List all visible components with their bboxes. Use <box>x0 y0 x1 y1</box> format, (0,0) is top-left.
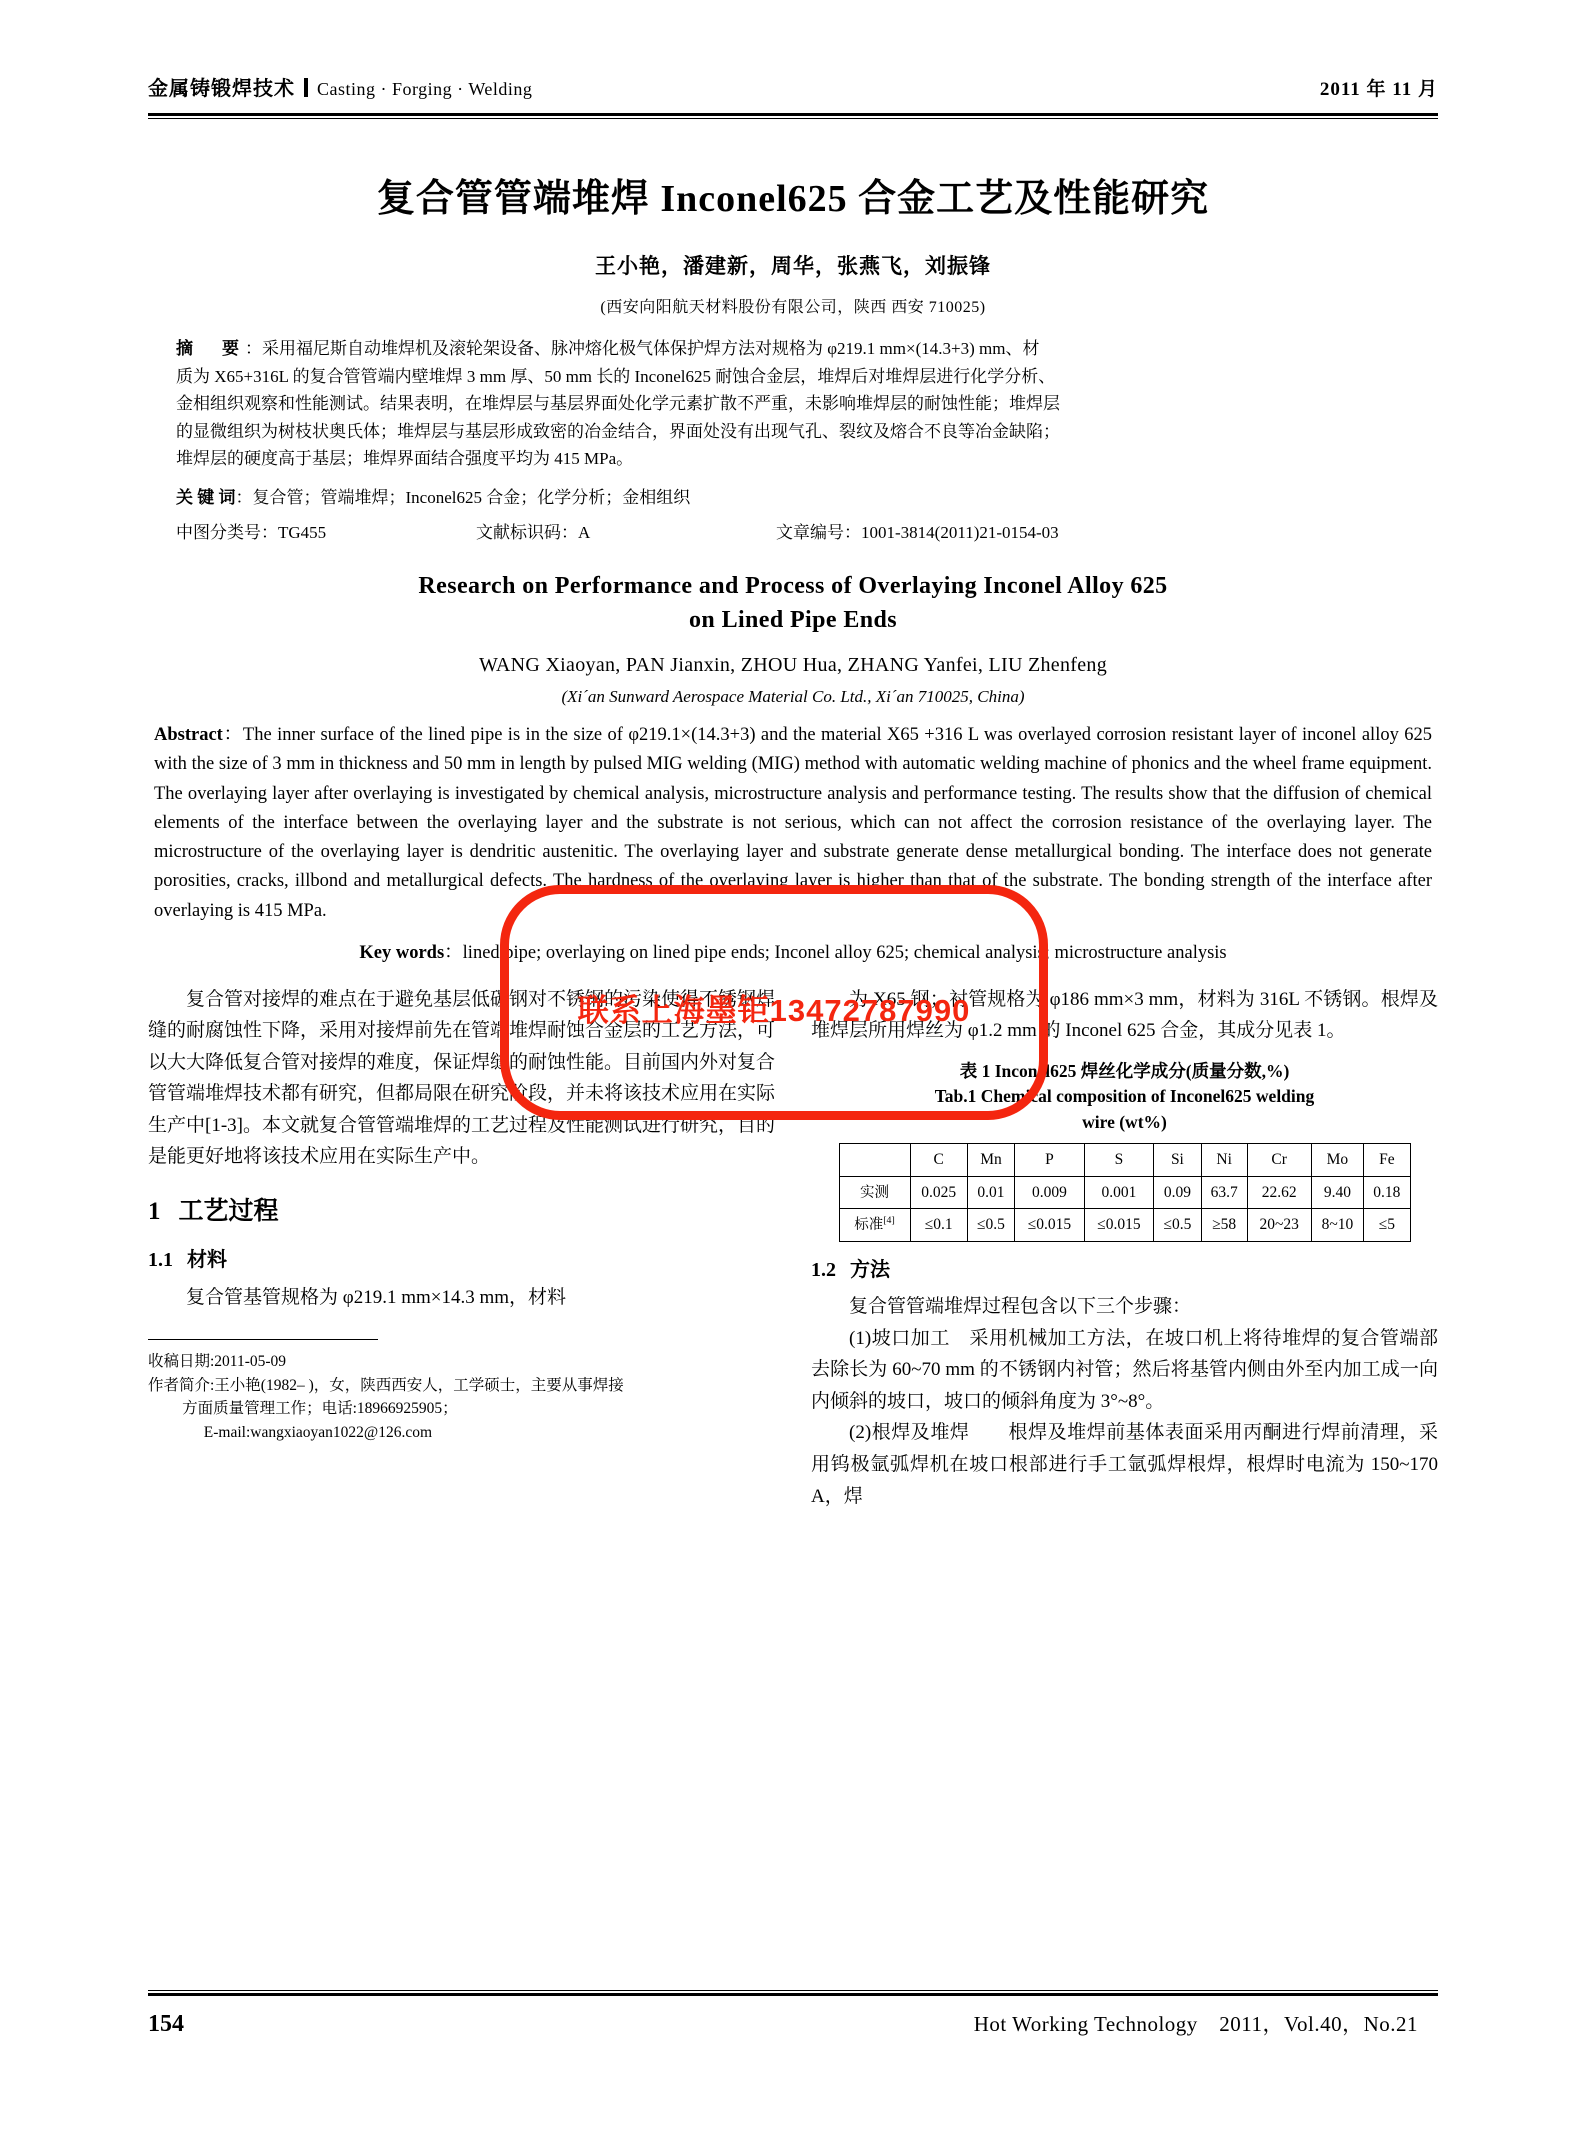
table-row-1-head-text: 标准 <box>854 1217 884 1234</box>
keywords-en-text: ：lined pipe; overlaying on lined pipe ends; Inconel alloy 625; chemical analysis; microstructure analysis <box>444 942 1227 963</box>
journal-name-cn: 金属铸锻焊技术 <box>148 78 295 100</box>
article-id: 文章编号：1001-3814(2011)21-0154-03 <box>776 522 1059 542</box>
table-row-1-head-sup: [4] <box>883 1215 895 1227</box>
keywords-en <box>148 938 1438 964</box>
footer-row <box>148 2008 1438 2038</box>
table-row <box>839 1176 1410 1209</box>
table-col-head-7: Cr <box>1247 1143 1311 1176</box>
body-column-left <box>148 984 775 1512</box>
authors-cn: 王小艳，潘建新，周华，张燕飞，刘振锋 <box>595 254 991 278</box>
journal-name-en: Casting · Forging · Welding <box>317 79 533 99</box>
title-en <box>148 569 1438 639</box>
table-cell: ≤0.015 <box>1084 1209 1154 1242</box>
header-divider-bar <box>304 78 308 97</box>
abstract-cn-line-5: 堆焊层的硬度高于基层；堆焊界面结合强度平均为 415 MPa。 <box>176 449 634 469</box>
header-rule-thin <box>148 118 1438 119</box>
section-1-1-title: 材料 <box>187 1249 227 1272</box>
received-date: 收稿日期:2011-05-09 <box>148 1353 287 1371</box>
abstract-cn-text-1: ：采用福尼斯自动堆焊机及滚轮架设备、脉冲熔化极气体保护焊方法对规格为 φ219.1 mm×(14.3+3) mm、材 <box>245 339 1040 358</box>
authors-en: WANG Xiaoyan, PAN Jianxin, ZHOU Hua, ZHANG Yanfei, LIU Zhenfeng <box>478 654 1108 677</box>
table-caption-cn: 表 1 Inconel625 焊丝化学成分(质量分数,%) <box>959 1060 1290 1081</box>
table-col-head-0 <box>839 1143 910 1176</box>
keywords-cn-label: 关 键 词 <box>176 487 236 507</box>
table-cell: 22.62 <box>1247 1176 1311 1209</box>
abstract-cn-line-4: 的显微组织为树枝状奥氏体；堆焊层与基层形成致密的冶金结合，界面处没有出现气孔、裂纹及熔合不良等冶金缺陷； <box>176 421 1060 441</box>
title-en-line-2: on Lined Pipe Ends <box>689 607 897 634</box>
table-cell: ≤0.5 <box>967 1209 1014 1242</box>
watermark-stamp-text: 联系上海墨钜13472787990 <box>577 993 971 1028</box>
abstract-cn-label: 摘 要 <box>176 339 245 358</box>
page-footer <box>148 1990 1438 2038</box>
table-cell: 9.40 <box>1311 1176 1364 1209</box>
table-cell: 63.7 <box>1201 1176 1247 1209</box>
table-col-head-5: Si <box>1154 1143 1201 1176</box>
table-cell: 0.09 <box>1154 1176 1201 1209</box>
keywords-cn-text: ：复合管；管端堆焊；Inconel625 合金；化学分析；金相组织 <box>235 487 691 507</box>
header-journal-title <box>148 72 532 101</box>
body-columns <box>148 984 1438 1512</box>
table-col-head-1: C <box>910 1143 967 1176</box>
affiliation-en: (Xi´an Sunward Aerospace Material Co. Ltd., Xi´an 710025, China) <box>561 687 1025 707</box>
abstract-cn-line-3: 金相组织观察和性能测试。结果表明，在堆焊层与基层界面处化学元素扩散不严重，未影响堆焊层的耐蚀性能；堆焊层 <box>176 394 1060 414</box>
keywords-en-label: Key words <box>359 942 445 963</box>
table-row-0-head-text: 实测 <box>860 1184 889 1201</box>
table-row-1-head <box>839 1209 910 1242</box>
table-cell: 0.009 <box>1015 1176 1085 1209</box>
section-heading-1-1 <box>148 1244 775 1277</box>
table-cell: ≤0.1 <box>910 1209 967 1242</box>
table-cell: 0.001 <box>1084 1176 1154 1209</box>
section-1-1-number: 1.1 <box>148 1249 173 1272</box>
right-paragraph-4: (2)根焊及堆焊 根焊及堆焊前基体表面采用丙酮进行焊前清理，采用钨极氩弧焊机在坡口根部进行手工氩弧焊根焊，根焊时电流为 150~170 A，焊 <box>811 1422 1438 1507</box>
issue-date: 2011 年 11 月 <box>1319 79 1438 100</box>
classification-row <box>148 518 1438 543</box>
right-paragraph-3: (1)坡口加工 采用机械加工方法，在坡口机上将待堆焊的复合管端部去除长为 60~70 mm 的不锈钢内衬管；然后将基管内侧由外至内加工成一向内倾斜的坡口，坡口的倾斜角度为 3°~8°。 <box>811 1327 1438 1412</box>
footnote-block <box>148 1350 775 1444</box>
table-caption-en-line-2: wire (wt%) <box>1082 1111 1167 1132</box>
table-cell: 0.025 <box>910 1176 967 1209</box>
page-number: 154 <box>148 2011 184 2037</box>
abstract-en-text: ：The inner surface of the lined pipe is in the size of φ219.1×(14.3+3) and the material X65 +316 L was overlayed corrosion resistant layer of inconel alloy 625 with the size of 3 mm in thickness and 50 mm in length by pulsed MIG welding (MIG) method with automatic welding machine of phonics and the wheel frame equipment. The overlaying layer after overlaying is investigated by chemical analysis, microstructure analysis and performance testing. The results show that the diffusion of chemical elements of the interface between the overlaying layer and the substrate is not serious, which can not affect the corrosion resistance of the overlaying layer. The microstructure of the overlaying layer is dendritic austenitic. The overlaying layer and substrate generate dense metallurgical bonding. The interface does not generate porosities, cracks, illbond and metallurgical defects. The hardness of the overlaying layer is higher than that of the substrate. The bonding strength of the interface after overlaying is 415 MPa. <box>154 725 1432 921</box>
page-header <box>148 72 1438 111</box>
table-col-head-2: Mn <box>967 1143 1014 1176</box>
abstract-en <box>148 721 1438 926</box>
table-cell: ≤5 <box>1364 1209 1410 1242</box>
footnote-divider <box>148 1339 378 1340</box>
table-col-head-4: S <box>1084 1143 1154 1176</box>
left-paragraph-2: 复合管基管规格为 φ219.1 mm×14.3 mm，材料 <box>186 1286 567 1308</box>
table-col-head-3: P <box>1015 1143 1085 1176</box>
table-cell: 8~10 <box>1311 1209 1364 1242</box>
page-content <box>148 72 1438 1512</box>
table-caption <box>811 1059 1438 1135</box>
abstract-cn <box>148 335 1438 473</box>
clc-number: 中图分类号：TG455 <box>176 522 327 542</box>
table-cell: 0.18 <box>1364 1176 1410 1209</box>
section-heading-1 <box>148 1191 775 1233</box>
table-col-head-8: Mo <box>1311 1143 1364 1176</box>
keywords-cn <box>148 483 1438 508</box>
section-1-2-title: 方法 <box>850 1259 890 1282</box>
table-cell: ≤0.015 <box>1015 1209 1085 1242</box>
title-en-line-1: Research on Performance and Process of Overlaying Inconel Alloy 625 <box>418 572 1168 599</box>
header-rule-thick <box>148 113 1438 116</box>
footer-journal-info: Hot Working Technology 2011，Vol.40，No.21 <box>973 2012 1418 2036</box>
table-cell: 0.01 <box>967 1176 1014 1209</box>
author-bio-line-2: 方面质量管理工作；电话:18966925905； <box>182 1400 458 1418</box>
table-header-row <box>839 1143 1410 1176</box>
section-1-number: 1 <box>148 1197 161 1225</box>
affiliation-cn: (西安向阳航天材料股份有限公司，陕西 西安 710025) <box>600 299 986 316</box>
document-code: 文献标识码：A <box>476 522 591 542</box>
table-cell: ≤0.5 <box>1154 1209 1201 1242</box>
table-col-head-6: Ni <box>1201 1143 1247 1176</box>
table-row <box>839 1209 1410 1242</box>
author-bio-line-1: 作者简介:王小艳(1982– )，女，陕西西安人，工学硕士，主要从事焊接 <box>148 1376 624 1394</box>
left-paragraph-1: 复合管对接焊的难点在于避免基层低碳钢对不锈钢的污染使得不锈钢焊缝的耐腐蚀性下降，采用对接焊前先在管端堆焊耐蚀合金层的工艺方法，可以大大降低复合管对接焊的难度，保证焊缝的耐蚀性能。目前国内外对复合管管端堆焊技术都有研究，但都局限在研究阶段，并未将该技术应用在实际生产中[1-3]。本文就复合管管端堆焊的工艺过程及性能测试进行研究，目的是能更好地将该技术应用在实际生产中。 <box>148 988 776 1168</box>
table-cell: ≥58 <box>1201 1209 1247 1242</box>
section-1-title: 工艺过程 <box>178 1197 279 1225</box>
page-title: 复合管管端堆焊 Inconel625 合金工艺及性能研究 <box>376 178 1210 220</box>
abstract-cn-line-1 <box>176 335 1420 363</box>
right-paragraph-1: 为 X65 钢；衬管规格为 φ186 mm×3 mm，材料为 316L 不锈钢。根焊及堆焊层所用焊丝为 φ1.2 mm 的 Inconel 625 合金，其成分见表 1。 <box>811 988 1438 1042</box>
section-1-2-number: 1.2 <box>811 1259 836 1282</box>
footer-rule-thick <box>148 1993 1438 1996</box>
footer-rule-thin <box>148 1990 1438 1991</box>
table-cell: 20~23 <box>1247 1209 1311 1242</box>
right-paragraph-2: 复合管管端堆焊过程包含以下三个步骤： <box>849 1296 1192 1318</box>
abstract-en-label: Abstract <box>154 725 223 746</box>
abstract-cn-line-2: 质为 X65+316L 的复合管管端内壁堆焊 3 mm 厚、50 mm 长的 Inconel625 耐蚀合金层，堆焊后对堆焊层进行化学分析、 <box>176 366 1056 386</box>
section-heading-1-2 <box>811 1254 1438 1287</box>
table-caption-en-line-1: Tab.1 Chemical composition of Inconel625 welding <box>934 1086 1315 1107</box>
table-row-0-head <box>839 1176 910 1209</box>
chemical-composition-table <box>839 1143 1411 1242</box>
author-email: E-mail:wangxiaoyan1022@126.com <box>203 1423 433 1441</box>
table-col-head-9: Fe <box>1364 1143 1410 1176</box>
body-column-right <box>811 984 1438 1512</box>
